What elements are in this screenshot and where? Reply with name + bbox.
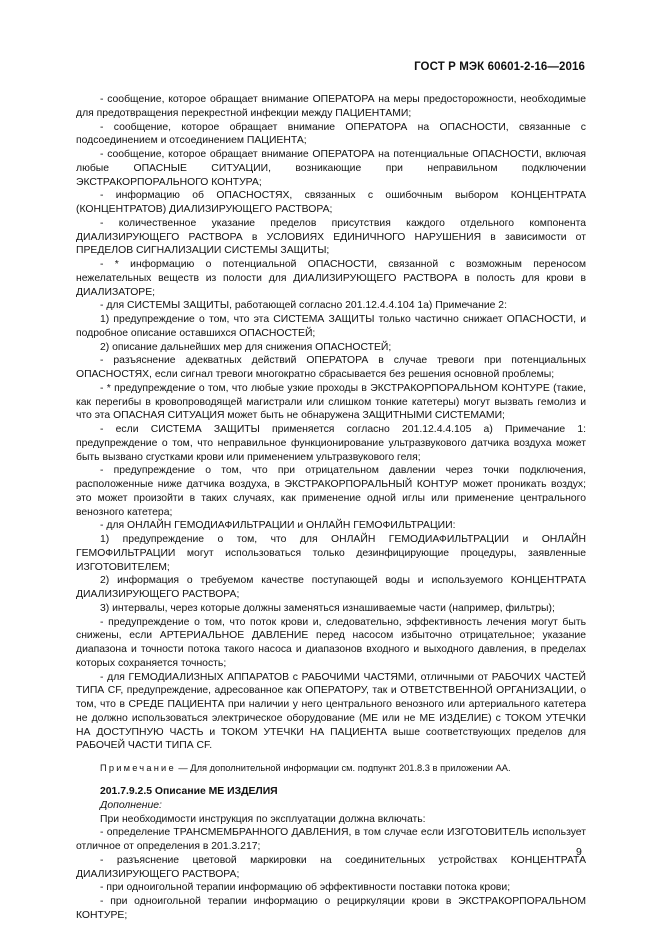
paragraph: - для СИСТЕМЫ ЗАЩИТЫ, работающей согласно 201.12.4.4.104 1а) Примечание 2: <box>100 300 507 312</box>
paragraph: 2) информация о требуемом качестве поступающей воды и используемого КОНЦЕНТРАТА ДИАЛИЗИРУЮЩЕГО РАСТВОРА; <box>76 575 586 600</box>
paragraph: - сообщение, которое обращает внимание ОПЕРАТОРА на потенциальные ОПАСНОСТИ, включая любые ОПАСНЫЕ СИТУАЦИИ, возникающие при неправильном подключении ЭКСТРАКОРПОРАЛЬНОГО КОНТУРА; <box>76 149 586 188</box>
paragraph: - * информацию о потенциальной ОПАСНОСТИ, связанной с возможным переносом нежелательных веществ из полости для ДИАЛИЗИРУЮЩЕГО РАСТВОРА в полость для крови в ДИАЛИЗАТОРЕ; <box>76 259 586 298</box>
paragraph: 3) интервалы, через которые должны заменяться изнашиваемые части (например, фильтры); <box>100 602 555 614</box>
section-intro: При необходимости инструкция по эксплуатации должна включать: <box>100 813 426 825</box>
paragraph: - предупреждение о том, что поток крови и, следовательно, эффективность лечения могут быть снижены, если АРТЕРИАЛЬНОЕ ДАВЛЕНИЕ перед насосом избыточно отрицательное; указание диапазона и точности потока такого насоса и диапазонов входного и выходного давления, в пределах которых сохраняется точность; <box>76 616 586 669</box>
paragraph: - сообщение, которое обращает внимание ОПЕРАТОРА на ОПАСНОСТИ, связанные с подсоединением и отсоединением ПАЦИЕНТА; <box>76 121 586 147</box>
paragraph: - если СИСТЕМА ЗАЩИТЫ применяется согласно 201.12.4.4.105 а) Примечание 1: предупреждение о том, что неправильное функционирование ультразвукового датчика воздуха может быть вызвано сгустками крови или применением ультразвукового геля; <box>76 424 586 463</box>
paragraph: - * предупреждение о том, что любые узкие проходы в ЭКСТРАКОРПОРАЛЬНОМ КОНТУРЕ (такие, как перегибы в кровопроводящей магистрали или слишком тонкие катетеры) могут вызвать гемолиз и что эта ОПАСНАЯ СИТУАЦИЯ может быть не обнаружена ЗАЩИТНЫМИ СИСТЕМАМИ; <box>76 382 586 422</box>
page-number: 9 <box>576 846 582 858</box>
paragraph: - разъяснение адекватных действий ОПЕРАТОРА в случае тревоги при потенциальных ОПАСНОСТЯХ, если сигнал тревоги многократно сбрасывается без решения основной проблемы; <box>76 355 586 380</box>
note-label: Примечание <box>100 763 176 773</box>
paragraph: 1) предупреждение о том, что для ОНЛАЙН ГЕМОДИАФИЛЬТРАЦИИ и ОНЛАЙН ГЕМОФИЛЬТРАЦИИ могут использоваться только дезинфицирующие процедуры, заявленные ИЗГОТОВИТЕЛЕМ; <box>76 534 586 573</box>
note-text: — Для дополнительной информации см. подпункт 201.8.3 в приложении АА. <box>175 763 511 773</box>
paragraph: - сообщение, которое обращает внимание ОПЕРАТОРА на меры предосторожности, необходимые для предотвращения перекрестной инфекции между ПАЦИЕНТАМИ; <box>76 94 586 119</box>
paragraph: 1) предупреждение о том, что эта СИСТЕМА ЗАЩИТЫ только частично снижает ОПАСНОСТИ, и подробное описание оставшихся ОПАСНОСТЕЙ; <box>76 314 586 339</box>
list-item: - при одноигольной терапии информацию о рециркуляции крови в ЭКСТРАКОРПОРАЛЬНОМ КОНТУРЕ; <box>76 896 586 921</box>
paragraph: - для ОНЛАЙН ГЕМОДИАФИЛЬТРАЦИИ и ОНЛАЙН ГЕМОФИЛЬТРАЦИИ: <box>100 520 456 532</box>
paragraph: - для ГЕМОДИАЛИЗНЫХ АППАРАТОВ с РАБОЧИМИ ЧАСТЯМИ, отличными от РАБОЧИХ ЧАСТЕЙ ТИПА CF, предупреждение, адресованное как ОПЕРАТОРУ, так и ОТВЕТСТВЕННОЙ ОРГАНИЗАЦИИ, о том, что в СРЕДЕ ПАЦИЕНТА при наличии у него центрального венозного или артериального катетера не должно использоваться электрическое оборудование (МЕ или не МЕ ИЗДЕЛИЕ) с ТОКОМ УТЕЧКИ НА ДОСТУПНУЮ ЧАСТЬ и ТОКОМ УТЕЧКИ НА ПАЦИЕНТА выше соответствующих пределов для РАБОЧЕЙ ЧАСТИ ТИПА CF. <box>76 671 586 752</box>
list-item: - при одноигольной терапии информацию об эффективности поставки потока крови; <box>100 882 511 894</box>
paragraph: - предупреждение о том, что при отрицательном давлении через точки подключения, расположенные ниже датчика воздуха, в ЭКСТРАКОРПОРАЛЬНЫЙ КОНТУР может проникать воздух; это может произойти в таких случаях, как применение одной иглы или применение центрального венозного катетера; <box>76 465 586 518</box>
document-body <box>76 93 586 923</box>
note <box>76 762 586 775</box>
paragraph: 2) описание дальнейших мер для снижения ОПАСНОСТЕЙ; <box>100 341 392 353</box>
standard-header: ГОСТ Р МЭК 60601-2-16—2016 <box>414 61 585 73</box>
list-item: - разъяснение цветовой маркировки на соединительных устройствах КОНЦЕНТРАТА ДИАЛИЗИРУЮЩЕГО РАСТВОРА; <box>76 854 586 880</box>
paragraph: - количественное указание пределов присутствия каждого отдельного компонента ДИАЛИЗИРУЮЩЕГО РАСТВОРА в УСЛОВИЯХ ЕДИНИЧНОГО НАРУШЕНИЯ в зависимости от ПРЕДЕЛОВ СИГНАЛИЗАЦИИ СИСТЕМЫ ЗАЩИТЫ; <box>76 217 586 257</box>
paragraph: - информацию об ОПАСНОСТЯХ, связанных с ошибочным выбором КОНЦЕНТРАТА (КОНЦЕНТРАТОВ) ДИАЛИЗИРУЮЩЕГО РАСТВОРА; <box>76 190 586 215</box>
section-subtitle: Дополнение: <box>100 799 162 811</box>
list-item: - определение ТРАНСМЕМБРАННОГО ДАВЛЕНИЯ, в том случае если ИЗГОТОВИТЕЛЬ использует отличное от определения в 201.3.217; <box>76 827 586 852</box>
section-title: 201.7.9.2.5 Описание МЕ ИЗДЕЛИЯ <box>100 786 278 797</box>
